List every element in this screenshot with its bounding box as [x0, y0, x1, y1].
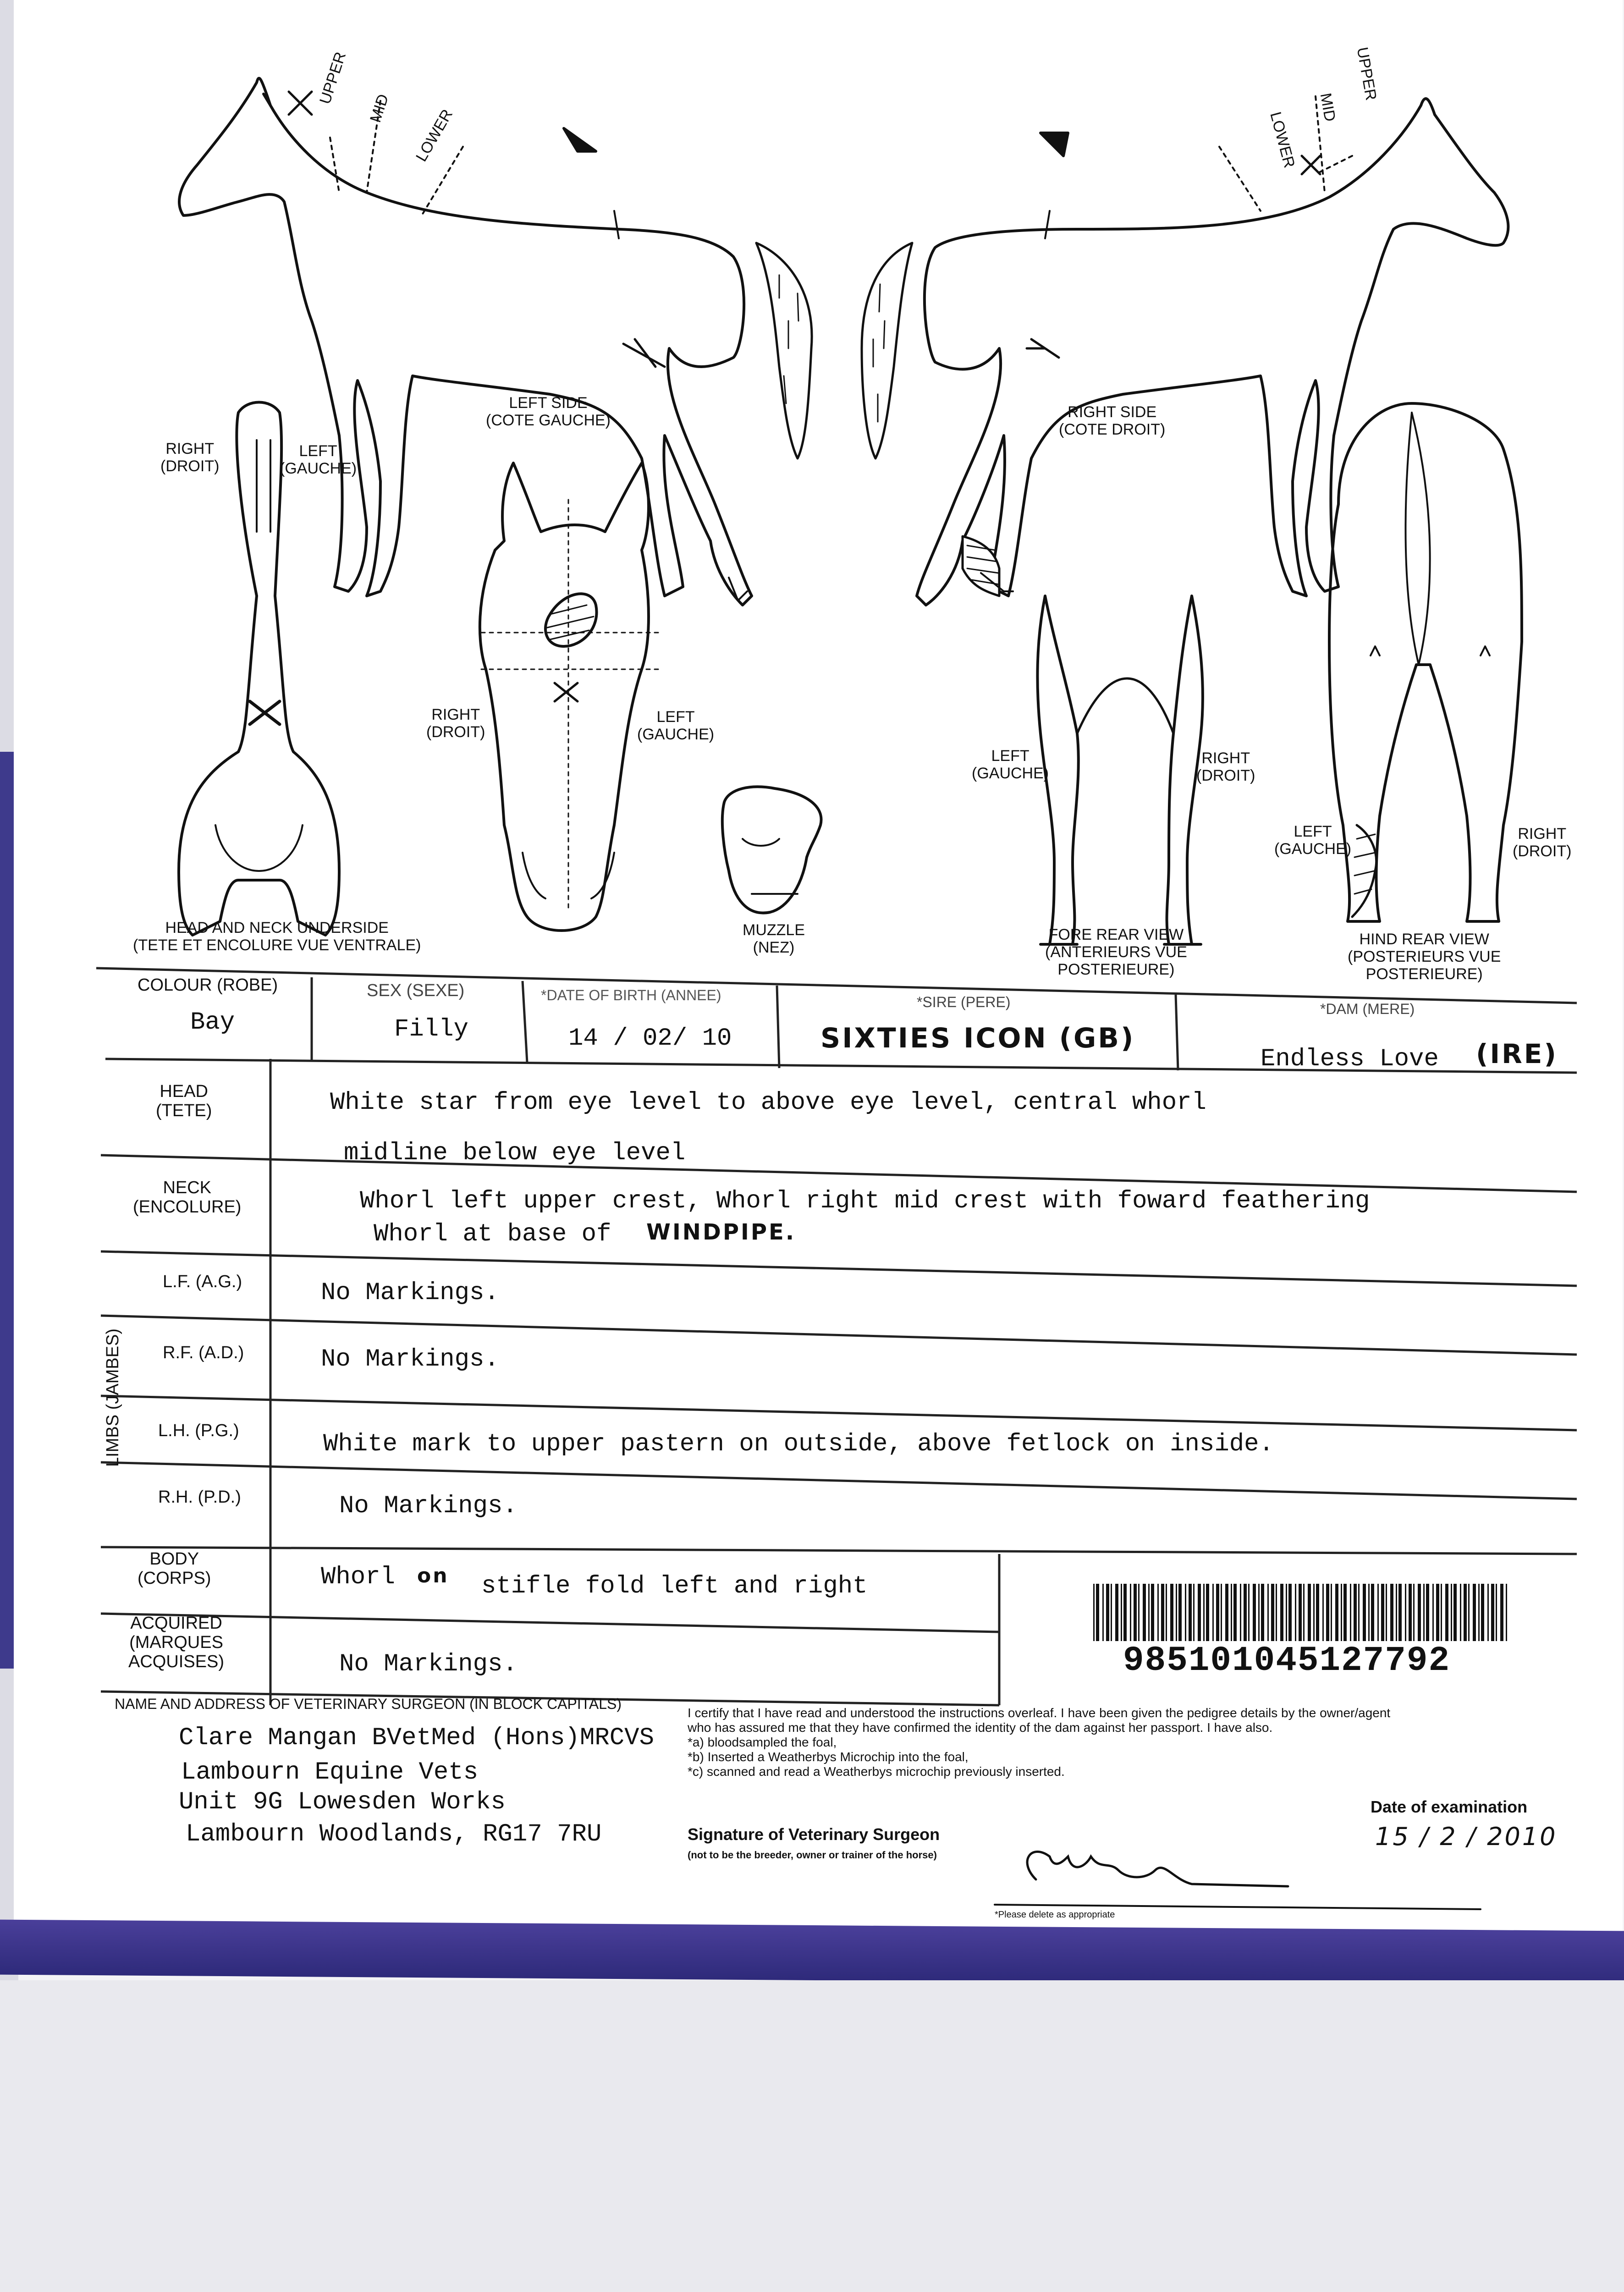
barcode-bar — [1286, 1584, 1287, 1641]
date-of-examination-label: Date of examination — [1371, 1797, 1528, 1816]
barcode-bar — [1258, 1584, 1260, 1641]
barcode-bar — [1111, 1584, 1112, 1641]
barcode-bar — [1231, 1584, 1232, 1641]
barcode-bar — [1134, 1584, 1137, 1641]
dam-value: Endless Love — [1261, 1045, 1439, 1073]
barcode-bar — [1331, 1584, 1332, 1641]
barcode-bar — [1343, 1584, 1347, 1641]
cert-line-5: *c) scanned and read a Weatherbys microchip previously inserted. — [688, 1764, 1065, 1779]
date-of-examination-value: 15 / 2 / 2010 — [1375, 1822, 1558, 1851]
cert-line-4: *b) Inserted a Weatherbys Microchip into the foal, — [688, 1750, 969, 1764]
upper-label-left: UPPER — [316, 50, 350, 106]
barcode-bar — [1271, 1584, 1274, 1641]
cert-line-2: who has assured me that they have confirmed the identity of the dam against her passport. I have also. — [688, 1720, 1273, 1735]
barcode-bar — [1358, 1584, 1360, 1641]
cert-line-3: *a) bloodsampled the foal, — [688, 1735, 837, 1749]
barcode-bar — [1166, 1584, 1167, 1641]
mid-label-left: MID — [367, 92, 392, 125]
barcode-bar — [1221, 1584, 1222, 1641]
head-value-line2: midline below eye level — [344, 1139, 686, 1167]
barcode-bar — [1267, 1584, 1269, 1641]
barcode-bar — [1170, 1584, 1173, 1641]
barcode-bar — [1106, 1584, 1109, 1641]
sex-value: Filly — [394, 1015, 469, 1043]
head-left-label: LEFT (GAUCHE) — [637, 708, 715, 743]
barcode-bar — [1121, 1584, 1122, 1641]
acquired-value: No Markings. — [339, 1650, 517, 1678]
fore-rear-view-drawing — [1037, 596, 1202, 944]
barcode-bar — [1506, 1584, 1507, 1641]
body-value-a: Whorl — [321, 1563, 396, 1591]
signature-scrawl — [1027, 1852, 1288, 1886]
sire-value: SIXTIES ICON (GB) — [820, 1022, 1135, 1054]
barcode-bar — [1253, 1584, 1256, 1641]
vet-heading: NAME AND ADDRESS OF VETERINARY SURGEON (IN BLOCK CAPITALS) — [115, 1696, 622, 1712]
barcode-bar — [1426, 1584, 1429, 1641]
head-front-drawing — [480, 463, 660, 931]
signature-note: (not to be the breeder, owner or trainer of the horse) — [688, 1849, 937, 1861]
barcode-bar — [1123, 1584, 1127, 1641]
barcode-bar — [1487, 1584, 1489, 1641]
barcode-bar — [1409, 1584, 1412, 1641]
barcode-bar — [1453, 1584, 1457, 1641]
body-label: BODY (CORPS) — [138, 1549, 211, 1588]
muzzle-drawing — [722, 787, 821, 913]
barcode-bar — [1244, 1584, 1247, 1641]
rh-label: R.H. (P.D.) — [158, 1488, 241, 1507]
barcode-bar — [1176, 1584, 1177, 1641]
barcode-bar — [1148, 1584, 1150, 1641]
barcode-bar — [1473, 1584, 1476, 1641]
neck-value-line2: Whorl at base of — [374, 1220, 611, 1248]
lf-label: L.F. (A.G.) — [163, 1272, 242, 1291]
dam-label: *DAM (MERE) — [1320, 1001, 1415, 1017]
barcode-bar — [1354, 1584, 1357, 1641]
fore-left-label: LEFT (GAUCHE) — [972, 747, 1049, 782]
barcode-bar — [1193, 1584, 1195, 1641]
barcode-bar — [1451, 1584, 1452, 1641]
vet-practice: Lambourn Equine Vets — [181, 1758, 479, 1786]
barcode-bar — [1322, 1584, 1324, 1641]
barcode-bar — [1478, 1584, 1480, 1641]
barcode-number: 985101045127792 — [1123, 1641, 1451, 1680]
barcode-bar — [1350, 1584, 1351, 1641]
neck-value-windpipe: WINDPIPE. — [646, 1219, 796, 1245]
right-side-label: RIGHT SIDE (COTE DROIT) — [1059, 403, 1166, 438]
neck-right-label: RIGHT (DROIT) — [160, 440, 220, 475]
barcode-bar — [1405, 1584, 1406, 1641]
vet-address-2: Lambourn Woodlands, RG17 7RU — [186, 1820, 602, 1848]
barcode-bar — [1096, 1584, 1099, 1641]
mid-label-right: MID — [1316, 92, 1339, 123]
barcode-bar — [1102, 1584, 1104, 1641]
rf-value: No Markings. — [321, 1345, 499, 1373]
barcode-bar — [1130, 1584, 1131, 1641]
barcode-bar — [1432, 1584, 1434, 1641]
hind-rear-view-caption: HIND REAR VIEW (POSTERIEURS VUE POSTERIEURE) — [1348, 931, 1501, 983]
limbs-label: LIMBS (JAMBES) — [103, 1328, 122, 1467]
barcode-bar — [1386, 1584, 1387, 1641]
signature-label: Signature of Veterinary Surgeon — [688, 1825, 940, 1844]
barcode-bar — [1464, 1584, 1467, 1641]
head-neck-underside-caption: HEAD AND NECK UNDERSIDE (TETE ET ENCOLURE VUE VENTRALE) — [133, 919, 421, 954]
barcode-bar — [1468, 1584, 1470, 1641]
barcode-bar — [1396, 1584, 1397, 1641]
barcode-bar — [1299, 1584, 1302, 1641]
barcode-bar — [1371, 1584, 1374, 1641]
barcode-bar — [1143, 1584, 1146, 1641]
rf-label: R.F. (A.D.) — [163, 1343, 244, 1362]
barcode-bar — [1261, 1584, 1264, 1641]
barcode-bar — [1398, 1584, 1402, 1641]
barcode-bar — [1460, 1584, 1461, 1641]
body-value-on: on — [417, 1564, 449, 1587]
dam-suffix: (IRE) — [1476, 1038, 1558, 1069]
barcode-bar — [1313, 1584, 1315, 1641]
fore-rear-view-caption: FORE REAR VIEW (ANTERIEURS VUE POSTERIEURE) — [1045, 926, 1187, 978]
barcode-bar — [1341, 1584, 1342, 1641]
left-side-label: LEFT SIDE (COTE GAUCHE) — [486, 394, 611, 429]
lower-label-right: LOWER — [1266, 110, 1299, 170]
barcode-bar — [1093, 1584, 1095, 1641]
vet-name: Clare Mangan BVetMed (Hons)MRCVS — [179, 1724, 654, 1752]
barcode-bar — [1225, 1584, 1228, 1641]
lf-value: No Markings. — [321, 1279, 499, 1307]
barcode-bar — [1233, 1584, 1237, 1641]
barcode-bar — [1335, 1584, 1338, 1641]
neck-label: NECK (ENCOLURE) — [133, 1178, 242, 1217]
barcode-bar — [1496, 1584, 1497, 1641]
barcode-bar — [1115, 1584, 1118, 1641]
dob-label: *DATE OF BIRTH (ANNEE) — [541, 987, 721, 1003]
sire-label: *SIRE (PERE) — [917, 994, 1011, 1010]
horse-left-side-drawing — [179, 78, 812, 605]
head-label: HEAD (TETE) — [156, 1082, 212, 1120]
head-right-label: RIGHT (DROIT) — [426, 706, 485, 741]
head-neck-underside-drawing — [179, 402, 339, 936]
barcode-bar — [1423, 1584, 1425, 1641]
barcode-bar — [1216, 1584, 1219, 1641]
colour-value: Bay — [190, 1008, 235, 1036]
barcode-bar — [1161, 1584, 1164, 1641]
barcode-bar — [1138, 1584, 1140, 1641]
barcode-bar — [1326, 1584, 1329, 1641]
rh-value: No Markings. — [339, 1492, 517, 1520]
colour-label: COLOUR (ROBE) — [138, 975, 278, 995]
sex-label: SEX (SEXE) — [367, 981, 465, 1000]
upper-label-right: UPPER — [1353, 46, 1380, 102]
barcode-bar — [1240, 1584, 1241, 1641]
hind-left-label: LEFT (GAUCHE) — [1274, 823, 1352, 858]
barcode-bar — [1377, 1584, 1379, 1641]
barcode-bar — [1436, 1584, 1439, 1641]
barcode-bar — [1363, 1584, 1366, 1641]
barcode-bar — [1198, 1584, 1201, 1641]
barcode-bar — [1280, 1584, 1283, 1641]
barcode-bar — [1212, 1584, 1214, 1641]
barcode-bar — [1303, 1584, 1305, 1641]
barcode-bar — [1151, 1584, 1154, 1641]
horse-right-side-drawing — [862, 96, 1508, 605]
barcode-bar — [1445, 1584, 1448, 1641]
lower-label-left: LOWER — [413, 106, 457, 165]
barcode-bar — [1248, 1584, 1250, 1641]
neck-left-label: LEFT (GAUCHE) — [280, 442, 357, 477]
head-value-line1: White star from eye level to above eye level, central whorl — [330, 1089, 1206, 1117]
acquired-label: ACQUIRED (MARQUES ACQUISES) — [128, 1614, 225, 1671]
barcode — [1093, 1584, 1507, 1641]
lh-value: White mark to upper pastern on outside, above fetlock on inside. — [323, 1430, 1274, 1458]
barcode-bar — [1491, 1584, 1494, 1641]
hind-right-label: RIGHT (DROIT) — [1513, 825, 1572, 860]
lh-label: L.H. (P.G.) — [158, 1421, 239, 1440]
barcode-bar — [1189, 1584, 1192, 1641]
barcode-bar — [1390, 1584, 1393, 1641]
barcode-bar — [1368, 1584, 1370, 1641]
barcode-bar — [1481, 1584, 1484, 1641]
cert-line-1: I certify that I have read and understood the instructions overleaf. I have been given the pedigree details by the owner/agent — [688, 1706, 1391, 1720]
barcode-bar — [1308, 1584, 1311, 1641]
hind-rear-view-drawing — [1329, 403, 1522, 921]
barcode-bar — [1178, 1584, 1182, 1641]
barcode-bar — [1441, 1584, 1442, 1641]
barcode-bar — [1381, 1584, 1384, 1641]
barcode-bar — [1203, 1584, 1205, 1641]
barcode-bar — [1206, 1584, 1209, 1641]
muzzle-caption: MUZZLE (NEZ) — [743, 921, 805, 956]
fore-right-label: RIGHT (DROIT) — [1196, 749, 1255, 784]
barcode-bar — [1276, 1584, 1277, 1641]
barcode-bar — [1500, 1584, 1503, 1641]
delete-note: *Please delete as appropriate — [995, 1910, 1115, 1920]
dob-value: 14 / 02/ 10 — [568, 1025, 732, 1052]
barcode-bar — [1418, 1584, 1421, 1641]
barcode-bar — [1295, 1584, 1296, 1641]
body-value-b: stifle fold left and right — [481, 1572, 868, 1600]
barcode-bar — [1185, 1584, 1186, 1641]
neck-value-line1: Whorl left upper crest, Whorl right mid crest with foward feathering — [360, 1187, 1370, 1215]
barcode-bar — [1288, 1584, 1292, 1641]
barcode-bar — [1413, 1584, 1415, 1641]
barcode-bar — [1157, 1584, 1159, 1641]
barcode-bar — [1316, 1584, 1319, 1641]
vet-address-1: Unit 9G Lowesden Works — [179, 1788, 506, 1816]
